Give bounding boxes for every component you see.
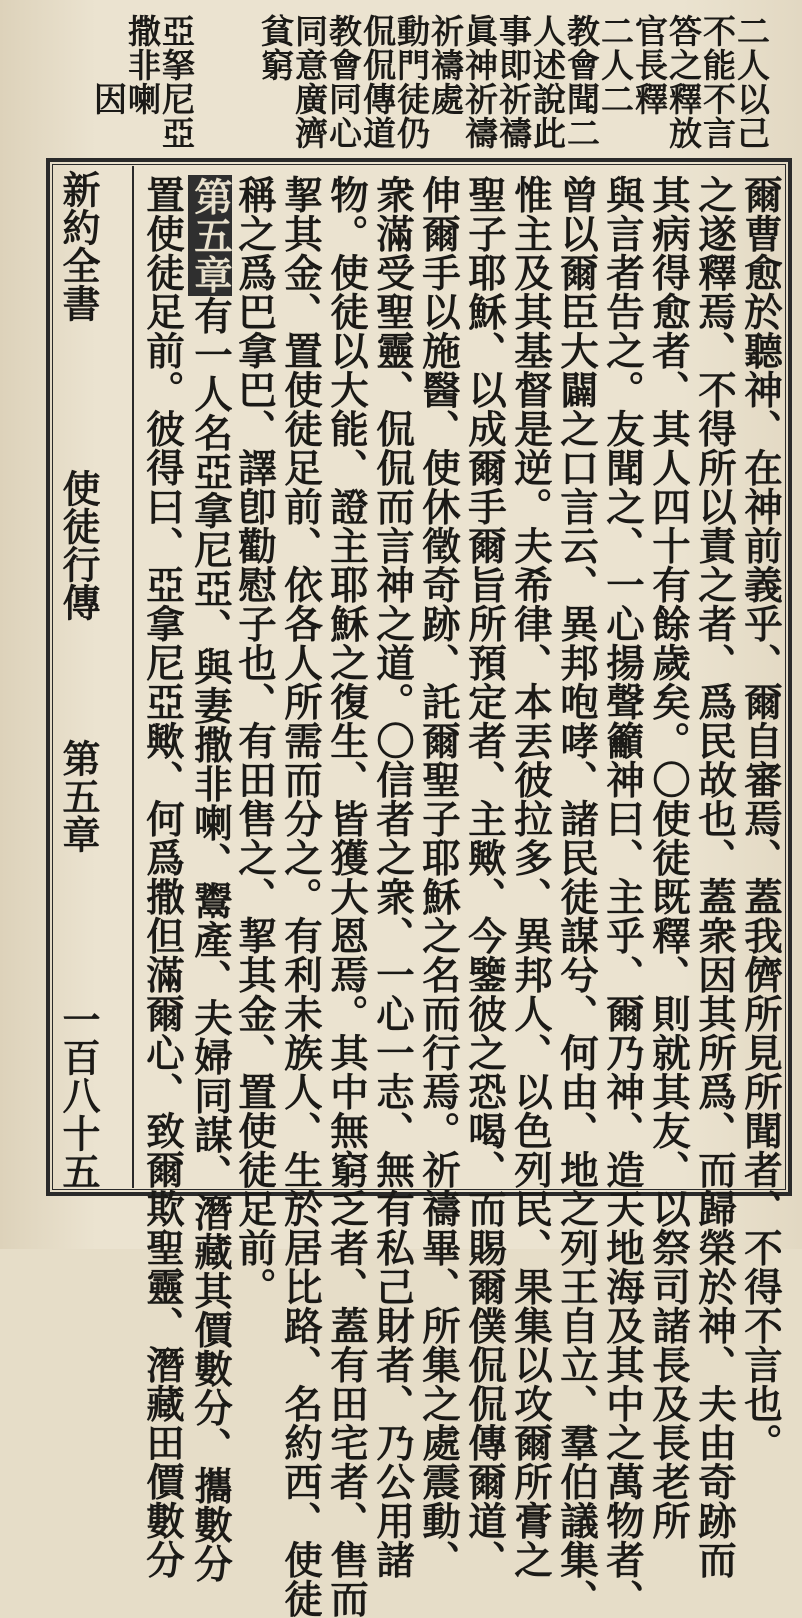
- body-column-1: 爾曹愈於聽神、在神前義乎、爾自審焉、蓋我儕所見所聞者、不得不言也。: [738, 175, 783, 1462]
- page-number: 一百八十五: [56, 1000, 101, 1190]
- body-column-11: 挈其金、置使徒足前、依各人所需而分之。有利未族人、生於居比路、名約西、使徒: [278, 175, 323, 1618]
- header-note-4: 官長釋: [630, 14, 669, 116]
- body-column-7: 聖子耶穌、以成爾手爾旨所預定者、主歟、今鑒彼之恐喝、而賜爾僕侃侃傳爾道、: [462, 175, 507, 1579]
- book-title: 新約全書: [56, 170, 101, 322]
- header-note-9: 眞神祈禱: [460, 14, 499, 150]
- header-note-1: 二人以己: [732, 14, 771, 150]
- header-note-3: 答之釋放: [664, 14, 703, 150]
- header-note-10: 祈禱處: [426, 14, 465, 116]
- body-column-8: 伸爾手以施醫、使休徵奇跡、託爾聖子耶穌之名而行焉。祈禱畢、所集之處震動、: [416, 175, 461, 1579]
- header-note-17: 撒非喇: [123, 14, 162, 116]
- body-column-5: 曾以爾臣大闢之口言云、異邦咆哮、諸民徒謀兮、何由、地之列王自立、羣伯議集、: [554, 175, 599, 1618]
- body-column-13: [188, 175, 233, 1583]
- header-note-7: 人述說此: [528, 14, 567, 150]
- body-column-12: 稱之爲巴拿巴、譯卽勸慰子也、有田售之、挈其金、置使徒足前。: [232, 175, 277, 1306]
- header-note-5: 二人二: [596, 14, 635, 116]
- header-note-6: 教會聞二: [562, 14, 601, 150]
- header-note-11: 動門徒仍: [392, 14, 431, 150]
- header-note-16: 亞拏尼亞: [157, 14, 196, 150]
- header-note-14: 同意廣濟: [290, 14, 329, 150]
- body-column-10: 物。使徒以大能、證主耶穌之復生、皆獲大恩焉。其中無窮乏者、蓋有田宅者、售而: [324, 175, 369, 1618]
- header-note-2: 不能不言: [698, 14, 737, 150]
- body-column-3: 其病得愈者、其人四十有餘歲矣。〇使徒既釋、則就其友、以祭司諸長及長老所: [646, 175, 691, 1540]
- chapter-number: 第五章: [56, 738, 101, 853]
- side-column-rule: [132, 166, 134, 1188]
- header-note-18: 因: [89, 82, 128, 116]
- body-column-14: 置使徒足前。彼得曰、亞拿尼亞歟、何爲撒但滿爾心、致爾欺聖靈、潛藏田價數分: [140, 175, 185, 1579]
- header-note-15: 貧窮: [256, 14, 295, 82]
- body-column-4: 與言者告之。友聞之、一心揚聲籲神曰、主乎、爾乃神、造天地海及其中之萬物者、: [600, 175, 645, 1618]
- header-note-13: 教會同心: [324, 14, 363, 150]
- body-column-6: 惟主及其基督是逆。夫希律、本丟彼拉多、異邦人、以色列民、果集以攻爾所膏之: [508, 175, 553, 1579]
- header-note-8: 事即祈禱: [494, 14, 533, 150]
- book-section: 使徒行傳: [56, 469, 101, 622]
- header-note-12: 侃侃傳道: [358, 14, 397, 150]
- running-title: [56, 170, 101, 1190]
- body-column-9: 衆滿受聖靈、侃侃而言神之道。〇信者之衆、一心一志、無有私己財者、乃公用諸: [370, 175, 415, 1579]
- chapter-heading-box: 第五章: [188, 177, 233, 294]
- body-column-13-text: 有一人名亞拿尼亞、與妻撒非喇、鬻產、夫婦同謀、潛藏其價數分、攜數分: [188, 296, 233, 1583]
- body-column-2: 之遂釋焉、不得所以責之者、爲民故也、蓋衆因其所爲、而歸榮於神、夫由奇跡而: [692, 175, 737, 1579]
